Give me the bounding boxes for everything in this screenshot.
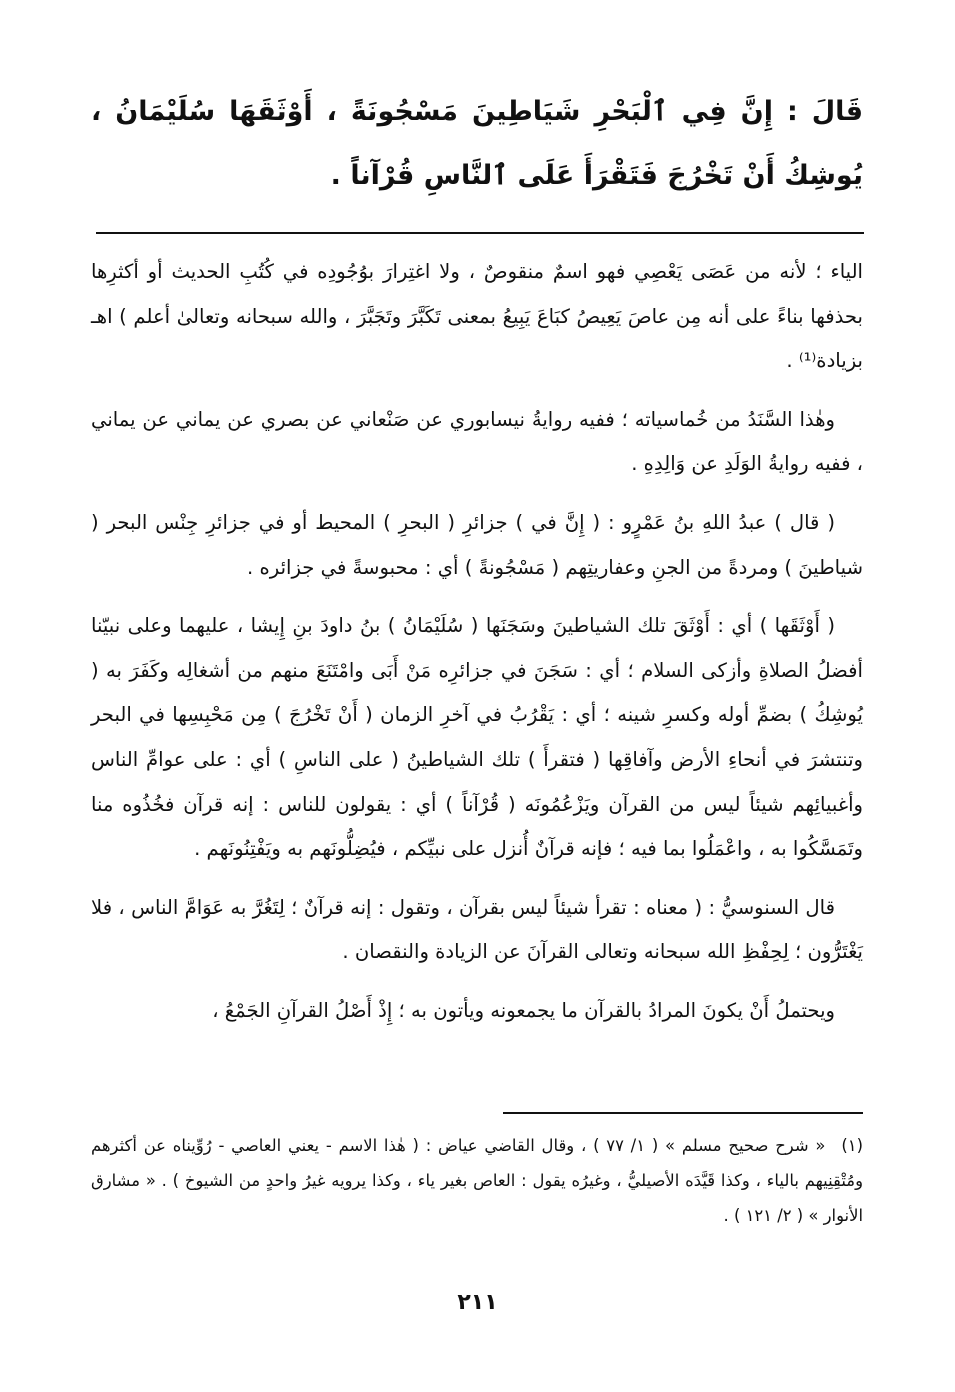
top-divider: [96, 232, 864, 234]
commentary-paragraph-2: وهٰذا السَّنَدُ من خُماسياته ؛ ففيه روايةُ نيسابوري عن صَنْعاني عن بصري عن يماني عن يماني ، ففيه روايةُ الوَلَدِ عن وَالِدِهِ .: [91, 407, 863, 476]
hadith-text: قَالَ : إِنَّ فِي ٱلْبَحْرِ شَيَاطِينَ مَسْجُونَةً ، أَوْثَقَهَا سُلَيْمَانُ ، يُوشِكُ أَنْ تَخْرُجَ فَتَقْرَأَ عَلَى ٱلنَّاسِ قُرْآناً .: [91, 96, 863, 191]
commentary-body: [91, 250, 863, 1048]
footnote-text: « شرح صحيح مسلم » ( ١/ ٧٧ ) ، وقال القاضي عياض : ( هٰذا الاسم - يعني العاصي - رُوِّيناه عن أكثرهم ومُتْقِنِيهم بالياء ، وكذا قَيَّدَه الأصيليُّ ، وغيرُه يقول : العاص بغير ياء ، وكذا يرويه غيرُ واحدٍ من الشيوخ ) . « مشارق الأنوار » ( ٢/ ١٢١ ) .: [91, 1136, 863, 1225]
footnote-divider: [503, 1112, 863, 1114]
footnote-number: (١): [841, 1136, 863, 1155]
footnote: [91, 1128, 863, 1233]
commentary-paragraph-1: الياء ؛ لأنه من عَصَى يَعْصِي فهو اسمٌ منقوصٌ ، ولا اغتِرارَ بوُجُودِه في كُتُبِ الحديث أو أكثرِها بحذفها بناءً على أنه مِن عاصَ يَعِيصُ كبَاعَ يَبِيعُ بمعنى تَكَبَّرَ وتَجَبَّرَ ، والله سبحانه وتعالىٰ أعلم ) اهـ بزيادة⁽¹⁾ .: [91, 260, 863, 373]
commentary-paragraph-4: ( أَوْثَقَها ) أي : أَوْثَقَ تلك الشياطينَ وسَجَنَها ( سُلَيْمَانُ ) بنُ داودَ بنِ إِيشا ، عليهما وعلى نبيّنا أفضلُ الصلاةِ وأزكى السلام ؛ أي : سَجَنَ في جزائرِه مَنْ أَبَى وامْتَنَعَ منهم من أشغالِه وكَفَرَ به ( يُوشِكُ ) بضمِّ أوله وكسرِ شينه ؛ أي : يَقْرُبُ في آخرِ الزمان ( أَنْ تَخْرُجَ ) مِن مَحْبِسِها في البحر وتنتشرَ في أنحاءِ الأرض وآفاقِها ( فتقرأَ ) تلك الشياطينُ ( على الناسِ ) أي : على عوامِّ الناس وأغبيائِهم شيئاً ليس من القرآن ويَزْعُمُونَه ( قُرْآناً ) أي : يقولون للناس : إنه قرآن فخُذُوه منا وتَمَسَّكُوا به ، واعْمَلُوا بما فيه ؛ فإنه قرآنٌ أُنزل على نبيِّكم ، فيُضِلُّونَهم به ويَفْتِنُونَهم .: [91, 614, 863, 861]
commentary-paragraph-6: ويحتملُ أَنْ يكونَ المرادُ بالقرآن ما يجمعونه ويأتون به ؛ إِذْ أَصْلُ القرآنِ الجَمْعُ ،: [212, 998, 835, 1022]
commentary-paragraph-3: ( قال ) عبدُ اللهِ بنُ عَمْرٍو : ( إِنَّ في ) جزائرِ ( البحرِ ) المحيط أو في جزائرِ جِنْس البحر ( شياطينَ ) ومردةً من الجنِ وعفاريتِهم ( مَسْجُونةً ) أي : محبوسةً في جزائره .: [91, 510, 863, 579]
commentary-paragraph-5: قال السنوسيُّ : ( معناه : تقرأ شيئاً ليس بقرآن ، وتقول : إنه قرآنٌ ؛ لِتَغُرَّ به عَوَامَّ الناس ، فلا يَغْتَرُّون ؛ لِحِفْظِ الله سبحانه وتعالى القرآنَ عن الزيادة والنقصان .: [91, 895, 863, 964]
page-number: ٢١١: [457, 1290, 498, 1315]
